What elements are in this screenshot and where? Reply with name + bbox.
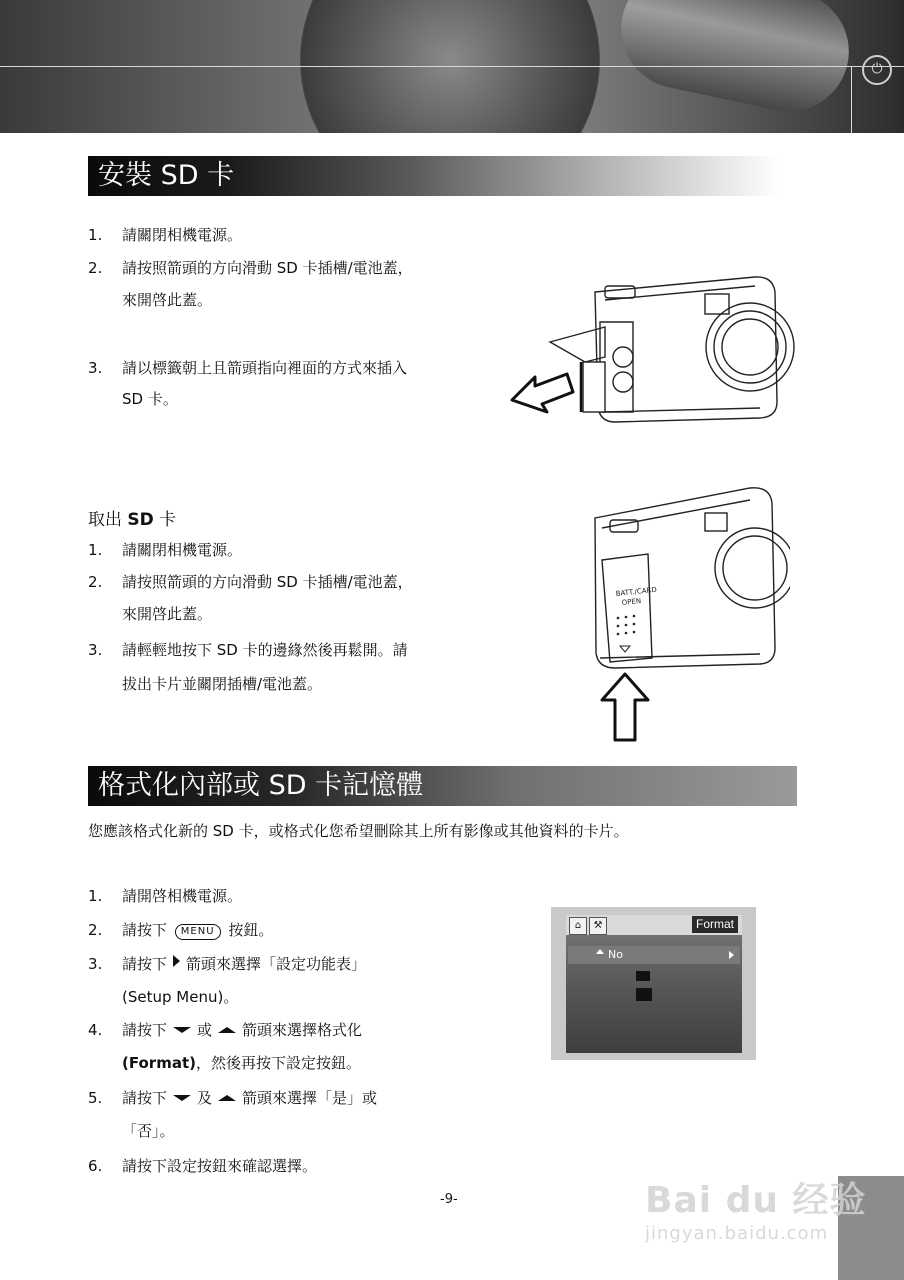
step-text bbox=[122, 1087, 377, 1109]
section-title-install-sd: 安裝 SD 卡 bbox=[88, 156, 780, 196]
step-text-part: 請按下 bbox=[122, 1021, 168, 1039]
subheading-text: 取出 bbox=[88, 510, 128, 530]
step-number: 5. bbox=[88, 1089, 103, 1107]
lcd-display bbox=[566, 915, 742, 1053]
step-text-part: ，然後再按下設定按鈕。 bbox=[195, 1054, 361, 1072]
menu-key-icon: MENU bbox=[175, 924, 221, 940]
step-text-part: 請按下 bbox=[122, 921, 168, 939]
step-number: 3. bbox=[88, 641, 103, 659]
step-text bbox=[122, 953, 366, 975]
step-text-part: 請按下 bbox=[122, 1089, 168, 1107]
step-text: 請關閉相機電源。 bbox=[122, 541, 243, 559]
step-text-continued bbox=[122, 1052, 361, 1074]
step-number: 2. bbox=[88, 573, 103, 591]
lcd-icon-block bbox=[636, 988, 652, 1001]
step-text-part: 及 bbox=[197, 1089, 213, 1107]
door-label-batt-card: BATT./CARD bbox=[615, 585, 658, 598]
step-number: 6. bbox=[88, 1157, 103, 1175]
page-number: -9- bbox=[440, 1192, 458, 1207]
up-arrow-icon bbox=[218, 1095, 236, 1101]
wrench-icon: ⚒ bbox=[589, 917, 607, 935]
step-text-part: 按鈕。 bbox=[228, 921, 274, 939]
right-arrow-icon bbox=[173, 955, 180, 967]
step-number: 3. bbox=[88, 359, 103, 377]
lcd-option-row bbox=[568, 946, 740, 964]
step-text: 請輕輕地按下 SD 卡的邊緣然後再鬆開。請 bbox=[122, 641, 408, 659]
banner-rule bbox=[0, 66, 904, 67]
banner-divider bbox=[851, 66, 852, 133]
step-number: 2. bbox=[88, 259, 103, 277]
step-text-continued: 拔出卡片並關閉插槽/電池蓋。 bbox=[122, 675, 323, 693]
lcd-format-label: Format bbox=[692, 916, 738, 933]
step-number: 4. bbox=[88, 1021, 103, 1039]
banner-camera-graphic bbox=[610, 0, 860, 123]
down-arrow-icon bbox=[173, 1095, 191, 1101]
step-number: 1. bbox=[88, 541, 103, 559]
intro-text: 您應該格式化新的 SD 卡，或格式化您希望刪除其上所有影像或其他資料的卡片。 bbox=[88, 822, 629, 840]
step-text-part: 請按下 bbox=[122, 955, 168, 973]
step-number: 2. bbox=[88, 921, 103, 939]
step-text-part: 箭頭來選擇「設定功能表」 bbox=[186, 955, 367, 973]
step-text-continued: 來開啓此蓋。 bbox=[122, 291, 213, 309]
step-number: 1. bbox=[88, 226, 103, 244]
step-text: 請開啓相機電源。 bbox=[122, 887, 243, 905]
step-number: 1. bbox=[88, 887, 103, 905]
camera-icon: ⌂ bbox=[569, 917, 587, 935]
door-label-open: OPEN bbox=[621, 597, 642, 607]
step-text: 請按下設定按鈕來確認選擇。 bbox=[122, 1157, 318, 1175]
step-text-part: 或 bbox=[197, 1021, 213, 1039]
step-text bbox=[122, 1019, 362, 1041]
step-text-continued: 「否」。 bbox=[122, 1122, 175, 1140]
subheading-remove-sd bbox=[88, 505, 176, 530]
subheading-text: 卡 bbox=[153, 510, 177, 530]
lcd-icon-block bbox=[636, 971, 650, 981]
up-arrow-icon bbox=[218, 1027, 236, 1033]
step-text: 請以標籤朝上且箭頭指向裡面的方式來插入 bbox=[122, 359, 408, 377]
header-banner bbox=[0, 0, 904, 133]
baidu-watermark bbox=[645, 1172, 867, 1244]
power-icon: ⏻ bbox=[862, 55, 892, 85]
camera-remove-card-illustration bbox=[590, 478, 790, 748]
lcd-option-value: No bbox=[608, 948, 623, 961]
watermark-brand: Bai du 经验 bbox=[645, 1180, 867, 1221]
step-text-part: 箭頭來選擇格式化 bbox=[242, 1021, 363, 1039]
step-text-continued: SD 卡。 bbox=[122, 390, 178, 408]
up-arrow-icon bbox=[596, 949, 604, 954]
step-number: 3. bbox=[88, 955, 103, 973]
step-text-continued: (Setup Menu)。 bbox=[122, 988, 239, 1006]
watermark-url: jingyan.baidu.com bbox=[645, 1223, 829, 1244]
section-title-format: 格式化內部或 SD 卡記憶體 bbox=[88, 766, 797, 806]
lcd-screen-illustration bbox=[551, 907, 756, 1060]
lcd-tab-bar bbox=[566, 915, 742, 935]
down-arrow-icon bbox=[173, 1027, 191, 1033]
step-text-part: 箭頭來選擇「是」或 bbox=[242, 1089, 378, 1107]
subheading-bold-text: SD bbox=[127, 510, 154, 530]
step-text bbox=[122, 919, 273, 941]
step-text-continued: 來開啓此蓋。 bbox=[122, 605, 213, 623]
step-bold-text: (Format) bbox=[122, 1054, 196, 1072]
step-text: 請按照箭頭的方向滑動 SD 卡插槽/電池蓋， bbox=[122, 573, 413, 591]
step-text: 請關閉相機電源。 bbox=[122, 226, 243, 244]
camera-insert-card-illustration bbox=[505, 262, 795, 432]
step-text: 請按照箭頭的方向滑動 SD 卡插槽/電池蓋， bbox=[122, 259, 413, 277]
right-arrow-icon bbox=[729, 951, 734, 959]
